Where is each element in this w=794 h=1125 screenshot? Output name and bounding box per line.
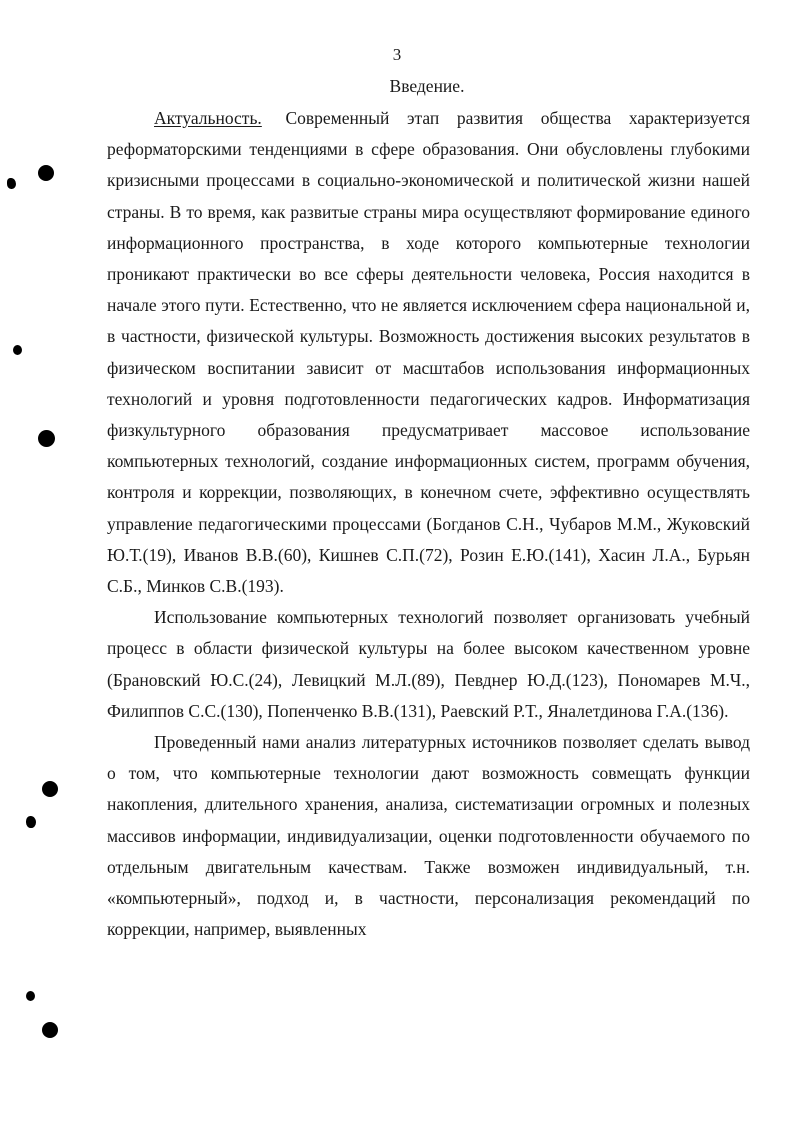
binder-hole-mark: [38, 165, 54, 181]
paragraph-relevance: [107, 103, 750, 602]
binder-hole-mark: [42, 1022, 58, 1038]
scan-speck-mark: [13, 345, 22, 355]
paragraph-literature-analysis: Проведенный нами анализ литературных источников позволяет сделать вывод о том, что компьютерные технологии дают возможность совмещать функции накопления, длительного хранения, анализа, систематизации огромных и полезных массивов информации, индивидуализации, оценки подготовленности обучаемого по отдельным двигательным качествам. Также возможен индивидуальный, т.н. «компьютерный», подход и, в частности, персонализация рекомендаций по коррекции, например, выявленных: [107, 732, 750, 940]
scan-speck-mark: [26, 991, 35, 1001]
binder-hole-mark: [42, 781, 58, 797]
document-body: [107, 103, 750, 945]
paragraph-lead: Актуальность.: [154, 108, 262, 128]
page-number: 3: [392, 45, 402, 64]
page-title: Введение.: [389, 76, 465, 96]
binder-hole-mark: [38, 430, 55, 447]
scan-speck-mark: [7, 178, 16, 189]
paragraph-computer-technologies: Использование компьютерных технологий позволяет организовать учебный процесс в области физической культуры на более высоком качественном уровне (Брановский Ю.С.(24), Левицкий М.Л.(89), Певднер Ю.Д.(123), Пономарев М.Ч., Филиппов С.С.(130), Попенченко В.В.(131), Раевский Р.Т., Яналетдинова Г.А.(136).: [107, 607, 750, 721]
paragraph-text: Современный этап развития общества характеризуется реформаторскими тенденциями в сфере образования. Они обусловлены глубокими кризисными процессами в социально-экономической и политической жизни нашей страны. В то время, как развитые страны мира осуществляют формирование единого информационного пространства, в ходе которого компьютерные технологии проникают практически во все сферы деятельности человека, Россия находится в начале этого пути. Естественно, что не является исключением сфера национальной и, в частности, физической культуры. Возможность достижения высоких результатов в физическом воспитании зависит от масштабов использования информационных технологий и уровня подготовленности педагогических кадров. Информатизация физкультурного образования предусматривает массовое использование компьютерных технологий, создание информационных систем, программ обучения, контроля и коррекции, позволяющих, в конечном счете, эффективно осуществлять управление педагогическими процессами (Богданов С.Н., Чубаров М.М., Жуковский Ю.Т.(19), Иванов В.В.(60), Кишнев С.П.(72), Розин Е.Ю.(141), Хасин Л.А., Бурьян С.Б., Минков С.В.(193).: [107, 108, 750, 597]
scan-speck-mark: [26, 816, 36, 828]
